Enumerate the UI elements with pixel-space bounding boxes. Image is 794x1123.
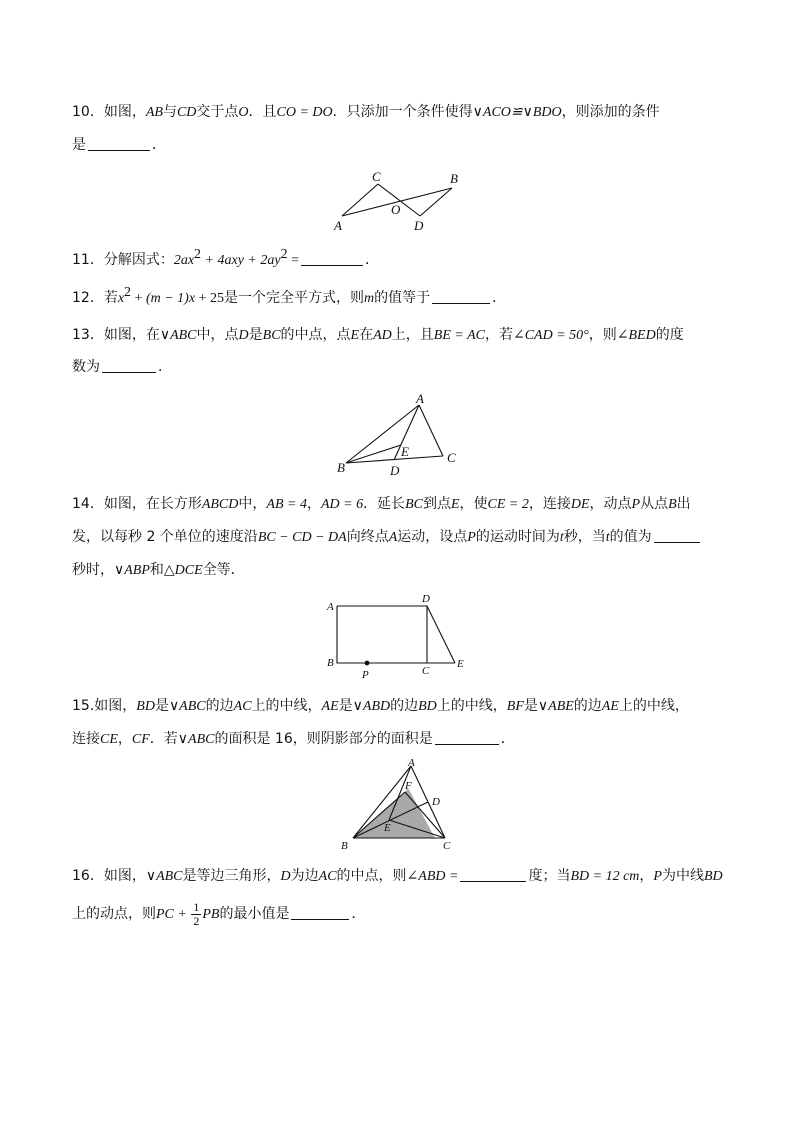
q10-line1: 10．如图，AB与CD交于点O．且CO = DO．只添加一个条件使得∨ACO≌∨BDO，则添加的条件 (72, 104, 660, 120)
answer-blank[interactable] (654, 528, 700, 543)
answer-blank[interactable] (102, 358, 156, 373)
answer-blank[interactable] (435, 730, 499, 745)
q11-line: 11．分解因式：$2ax^2 + 4axy + 2ay^2$ = ． (72, 247, 379, 268)
q16-line1: 16．如图，∨ABC是等边三角形，D为边AC的中点，则∠ABD = 度；当BD = 12 cm，P为中线BD (72, 868, 723, 884)
q14-line3: 秒时，∨ABP和△DCE全等． (72, 562, 245, 578)
q12-line: 12．若$x^2 + (m - 1)x + 25$是一个完全平方式，则m的值等于 ． (72, 285, 507, 306)
q14-figure (322, 592, 472, 682)
q10-figure (330, 168, 480, 236)
label-d: D (422, 593, 430, 605)
answer-blank[interactable] (301, 251, 363, 266)
label-d: D (414, 218, 424, 233)
label-b: B (327, 657, 334, 669)
label-a: A (408, 758, 415, 769)
label-a: A (334, 218, 342, 233)
q16-line2: 上的动点，则PC + $\frac{1}{2}$ PB的最小值是 ． (72, 899, 366, 928)
label-f: F (405, 780, 412, 792)
answer-blank[interactable] (291, 905, 349, 920)
answer-blank[interactable] (460, 867, 526, 882)
label-e: E (401, 444, 409, 459)
label-b: B (337, 460, 345, 475)
q10-line2: 是 ． (72, 137, 166, 153)
label-c: C (422, 665, 430, 677)
q14-line2: 发，以每秒 2 个单位的速度沿BC − CD − DA向终点A运动，设点P的运动时间为t秒，当t的值为 (72, 527, 702, 548)
q15-figure (335, 758, 465, 854)
label-p: P (362, 669, 369, 681)
point-p (365, 661, 370, 666)
label-a: A (327, 601, 334, 613)
label-e: E (457, 658, 464, 670)
label-d: D (390, 463, 400, 478)
label-d: D (432, 796, 440, 808)
fraction-one-half: $\frac{1}{2}$ (193, 899, 200, 928)
q13-figure (330, 388, 470, 478)
label-c: C (443, 840, 451, 852)
answer-blank[interactable] (88, 136, 150, 151)
answer-blank[interactable] (432, 289, 490, 304)
q13-line1: 13．如图，在∨ABC中，点D是BC的中点，点E在AD上，且BE = AC，若∠CAD = 50°，则∠BED的度 (72, 327, 684, 343)
label-b: B (341, 840, 348, 852)
label-c: C (447, 450, 456, 465)
q15-line1: 15.如图，BD是∨ABC的边AC上的中线，AE是∨ABD的边BD上的中线，BF是∨ABE的边AE上的中线， (72, 698, 689, 714)
label-c: C (372, 169, 381, 184)
q14-line1: 14．如图，在长方形ABCD中，AB = 4，AD = 6．延长BC到点E，使CE = 2，连接DE，动点P从点B出 (72, 496, 691, 512)
label-o: O (391, 202, 401, 217)
label-b: B (450, 171, 458, 186)
q13-line2: 数为 ． (72, 359, 172, 375)
label-e: E (384, 822, 391, 834)
q15-line2: 连接CE，CF．若∨ABC的面积是 16，则阴影部分的面积是 ． (72, 731, 515, 747)
label-a: A (416, 391, 424, 406)
